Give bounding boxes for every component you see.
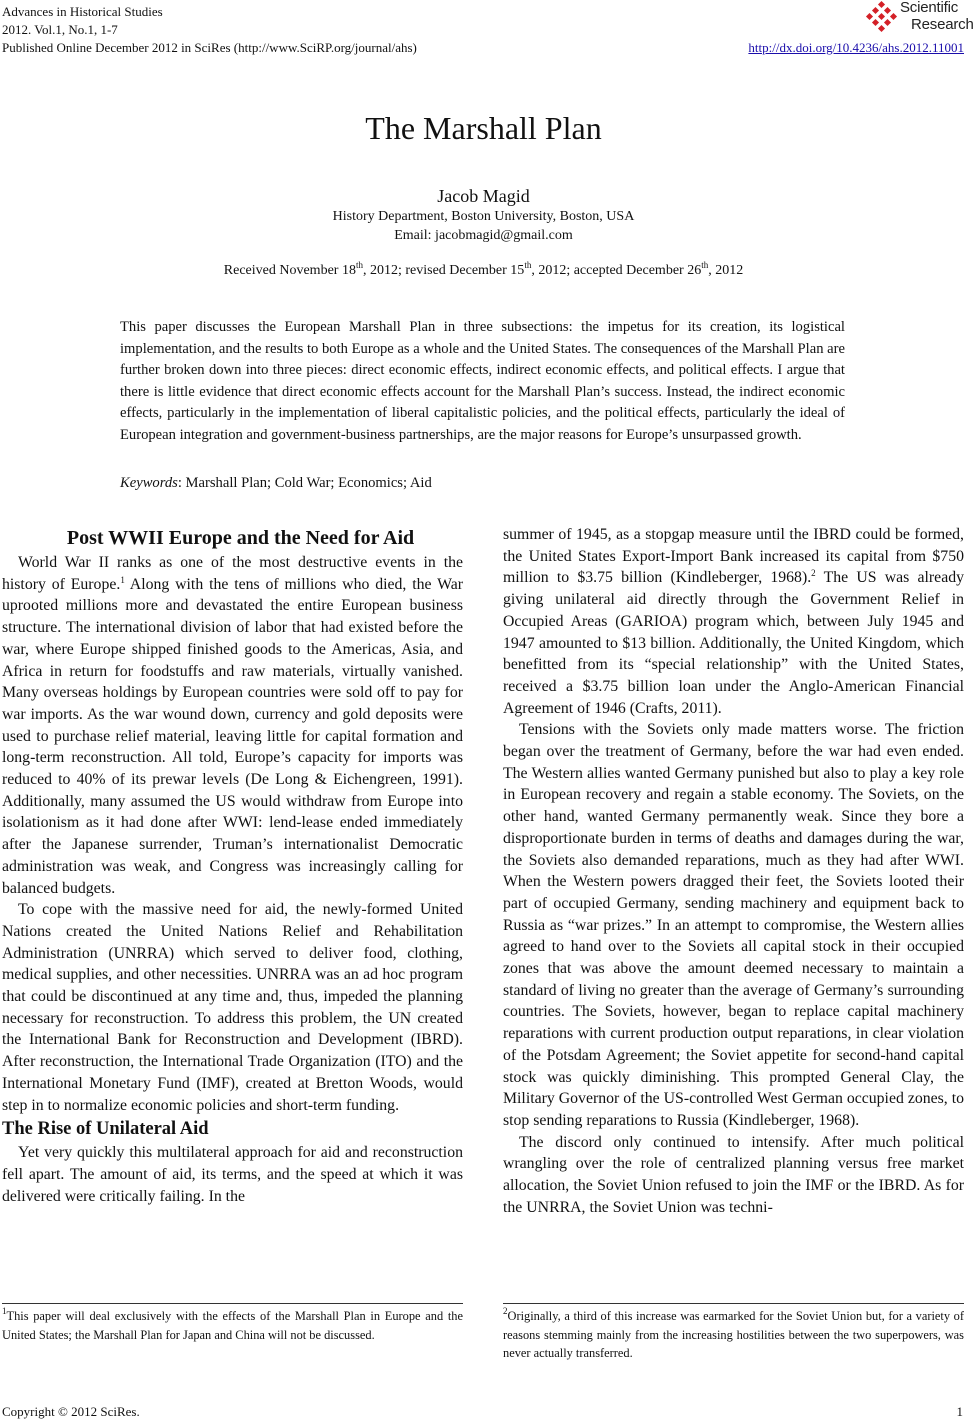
subsection-heading: The Rise of Unilateral Aid <box>2 1119 209 1140</box>
footnote-2: $^2$Originally, a third of this increase was earmarked for the Soviet Union but, for a variety of reasons stemming mainly from the increasing hostilities between the two superpowers, was never actually transferred. <box>503 1306 964 1360</box>
paper-title: The Marshall Plan <box>365 110 602 146</box>
author-affiliation: History Department, Boston University, Boston, USA <box>332 209 635 224</box>
author-email: Email: jacobmagid@gmail.com <box>394 228 573 243</box>
footnote-divider <box>503 1303 964 1304</box>
right-column <box>503 524 964 1219</box>
body-paragraph: summer of 1945, as a stopgap measure until the IBRD could be formed, the United States Export-Import Bank increased its capital from $750 million to $3.75 billion (Kindleberger, 1968).$^2$ The US was already giving unilateral aid directly through the Government Relief in Occupied Areas (GARIOA) program which, between July 1945 and 1947 amounted to $13 billion. Additionally, the United Kingdom, which benefitted from its “special relationship” with the United States, received a $3.75 billion loan under the Anglo-American Financial Agreement of 1946 (Crafts, 2011). <box>503 526 964 717</box>
footnote-divider <box>2 1303 463 1304</box>
author-name: Jacob Magid <box>437 186 530 206</box>
keywords <box>120 473 432 493</box>
logo-text-line1: Scientific <box>900 0 959 16</box>
doi-link[interactable]: http://dx.doi.org/10.4236/ahs.2012.11001 <box>748 40 964 55</box>
journal-name: Advances in Historical Studies <box>2 4 163 19</box>
publication-info: Published Online December 2012 in SciRes (http://www.SciRP.org/journal/ahs) <box>2 40 417 55</box>
keywords-text: : Marshall Plan; Cold War; Economics; Aid <box>177 475 432 491</box>
logo-text-line2: Research <box>911 16 974 33</box>
body-paragraph: To cope with the massive need for aid, the newly-formed United Nations created the United Nations Relief and Rehabilitation Administration (UNRRA) which served to deliver food, clothing, medical supplies, and other necessities. UNRRA was an ad hoc program that could be discontinued at any time and, thus, impeded the planning necessary for reconstruction. To address this problem, the UN created the International Bank for Reconstruction and Development (IBRD). After reconstruction, the International Trade Organization (ITO) and the International Monetary Fund (IMF), created at Bretton Woods, would step in to normalize economic policies and short-term funding. <box>2 901 463 1114</box>
body-paragraph: The discord only continued to intensify. After much political wrangling over the role of centralized planning versus free market allocation, the Soviet Union refused to join the IMF or the IBRD. As for the UNRRA, the Soviet Union was techni- <box>503 1133 964 1216</box>
publisher-logo <box>865 0 974 34</box>
section-heading: Post WWII Europe and the Need for Aid <box>66 527 415 549</box>
body-paragraph: Yet very quickly this multilateral approach for aid and reconstruction fell apart. The amount of aid, its terms, and the speed at which it was delivered were critically failing. In the <box>2 1144 463 1205</box>
footnote-ref-2: 2 <box>811 568 816 579</box>
keywords-label: Keywords <box>120 475 178 491</box>
copyright: Copyright © 2012 SciRes. <box>2 1404 140 1419</box>
body-paragraph: Tensions with the Soviets only made matters worse. The friction began over the treatment of Germany, before the war had even ended. The Western allies wanted Germany punished but also to play a key role in European recovery and regain a stable economy. The Soviets, on the other hand, wanted Germany permanently weak. Since they bore a disproportionate burden in terms of deaths and damages during the war, the Soviets also demanded reparations, much as they had after WWI. When the Western powers dragged their feet, the Soviets looted their part of occupied Germany, sending machinery and equipment back to Russia as “war prizes.” In an attempt to compromise, the Western allies agreed to hand over to the Soviets all capital stock in their occupied zones that was above the amount deemed necessary to maintain a standard of living no greater than the average of Germany’s surrounding countries. The Soviets, however, began to replace capital machinery reparations with current production output reparations, in clear violation of the Potsdam Agreement; the Soviet appetite for second-hand capital stock was quickly diminishing. This prompted General Clay, the Military Governor of the US-controlled West German occupied zones, to stop sending reparations to Russia (Kindleberger, 1968). <box>503 721 964 1129</box>
page-number: 1 <box>956 1404 963 1419</box>
abstract: This paper discusses the European Marshall Plan in three subsections: the impetus for its creation, its logistical implementation, and the results to both Europe as a whole and the United States. The consequences of the Marshall Plan are further broken down into three pieces: direct economic effects, indirect economic effects, and political effects. I argue that there is little evidence that direct economic effects account for the Marshall Plan’s success. Instead, the indirect economic effects, particularly in the implementation of liberal capitalistic policies, and the political effects, particularly the ideal of European integration and government-business partnerships, are the major reasons for Europe’s unsurpassed growth. <box>120 319 845 443</box>
left-column <box>2 524 463 1207</box>
received-dates: Received November 18th, 2012; revised December 15th, 2012; accepted December 26th, 2012 <box>223 260 744 278</box>
journal-volume: 2012. Vol.1, No.1, 1-7 <box>2 22 118 37</box>
body-paragraph: World War II ranks as one of the most destructive events in the history of Europe.$^1$ Along with the tens of millions who died, the War uprooted millions more and devastated the entire European business structure. The international division of labor that had existed before the war, where Europe shipped finished goods to the Americas, Asia, and Africa in return for foodstuffs and raw materials, virtually vanished. Many overseas holdings by European countries were sold off to pay for war imports. As the war wound down, currency and gold deposits were used to purchase relief material, leaving little for capital formation and long-term reconstruction. All told, Europe’s capacity for imports was reduced to 40% of its prewar levels (De Long & Eichengreen, 1991). Additionally, many assumed the US would withdraw from Europe into isolationism as it had done after WWI: lend-lease ended immediately after the Japanese surrender, Truman’s internationalist Democratic administration was weak, and Congress was increasingly calling for balanced budgets. <box>2 554 463 897</box>
footnote-1: $^1$This paper will deal exclusively with the effects of the Marshall Plan in Europe and the United States; the Marshall Plan for Japan and China will not be discussed. <box>2 1306 463 1342</box>
scientific-research-logo-icon <box>865 1 899 35</box>
footnote-ref-1: 1 <box>120 574 125 585</box>
